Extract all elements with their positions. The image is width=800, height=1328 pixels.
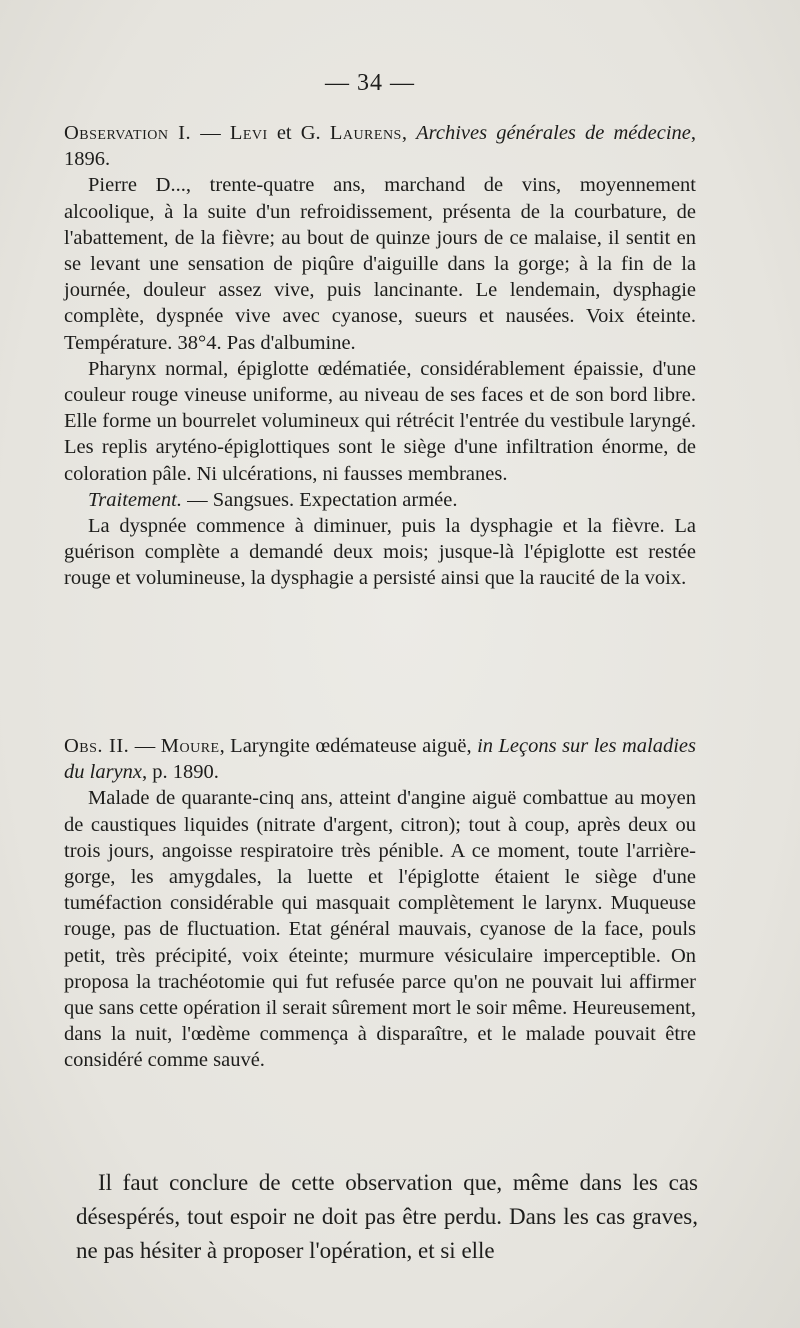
observation-2 [64, 733, 696, 1074]
observation-1 [64, 120, 696, 592]
source-page: , p. 1890. [142, 761, 219, 784]
observation-1-label: Observation I. [64, 122, 192, 144]
author-conjunction: et G. [267, 122, 330, 144]
observation-1-paragraph-1: Pierre D..., trente-quatre ans, marchand de vins, moyennement alcoolique, à la suite d'un refroidissement, présenta de la courbature, de l'abattement, de la fièvre; au bout de quinze jours de ce malaise, il sentit en se levant une sensation de piqûre d'aiguille dans la gorge; à la fin de la journée, douleur assez vive, puis lancinante. Le lendemain, dysphagie complète, dyspnée vive avec cyanose, sueurs et nausées. Voix éteinte. Température. 38°4. Pas d'albumine. [64, 174, 696, 354]
author-moure: Moure [160, 735, 220, 757]
author-levi: Levi [229, 122, 268, 144]
observation-2-title: , Laryngite œdémateuse aiguë, [219, 735, 478, 757]
observation-1-paragraph-2: Pharynx normal, épiglotte œdématiée, considérablement épaissie, d'une couleur rouge vineuse uniforme, au niveau de ses faces et de son bord libre. Elle forme un bourrelet volumineux qui rétrécit l'entrée du vestibule laryngé. Les replis aryténo-épiglottiques sont le siège d'une infiltration énorme, de coloration pâle. Ni ulcérations, ni fausses membranes. [64, 357, 696, 485]
observation-1-paragraph-3: La dyspnée commence à diminuer, puis la dysphagie et la fièvre. La guérison complète a demandé deux mois; jusque-là l'épiglotte est restée rouge et volumineuse, la dysphagie a persisté ainsi que la raucité de la voix. [64, 515, 696, 590]
observation-2-paragraph-1: Malade de quarante-cinq ans, atteint d'angine aiguë combattue au moyen de caustiques liquides (nitrate d'argent, citron); tout à coup, après deux ou trois jours, angoisse respiratoire très pénible. A ce moment, toute l'arrière-gorge, les amygdales, la luette et l'épiglotte étaient le siège d'une tuméfaction considérable qui masquait complètement le larynx. Muqueuse rouge, pas de fluctuation. Etat général mauvais, cyanose de la face, pouls petit, très précipité, voix éteinte; murmure vésiculaire imperceptible. On proposa la trachéotomie qui fut refusée parce qu'on ne pouvait lui affirmer que sans cette opération il serait sûrement mort le soir même. Heureusement, dans la nuit, l'œdème commença à disparaître, et le malade pouvait être considéré comme sauvé. [64, 787, 696, 1072]
source-book: in Leçons sur les maladies du larynx [64, 735, 696, 784]
observation-2-heading [64, 733, 696, 785]
conclusion [76, 1166, 698, 1268]
observation-1-treatment [64, 487, 696, 513]
author-laurens: Laurens [329, 122, 402, 144]
source-year: , 1896. [64, 122, 697, 171]
heading-separator: — [191, 122, 230, 144]
treatment-text: — Sangsues. Expectation armée. [181, 488, 458, 511]
treatment-label: Traitement. [88, 488, 182, 511]
observation-1-heading [64, 120, 696, 172]
heading-separator: — [129, 735, 161, 757]
source-journal: Archives générales de médecine [416, 122, 691, 144]
conclusion-paragraph: Il faut conclure de cette observation que, même dans les cas désespérés, tout espoir ne doit pas être perdu. Dans les cas graves, ne pas hésiter à proposer l'opération, et si elle [76, 1170, 698, 1263]
page-number: — 34 — [325, 70, 415, 96]
heading-comma: , [401, 122, 417, 144]
observation-2-label: Obs. II. [64, 735, 130, 757]
